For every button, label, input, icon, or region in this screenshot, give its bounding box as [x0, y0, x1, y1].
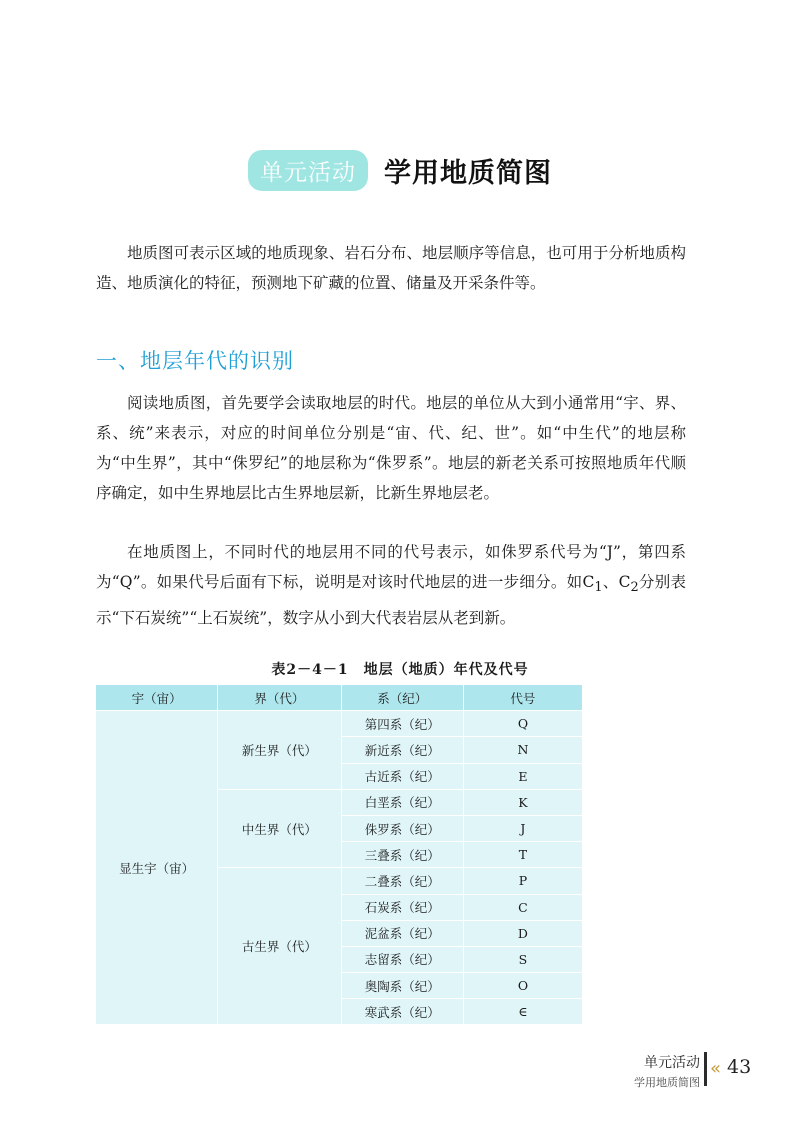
header-code: 代号 [463, 685, 582, 711]
code-cell: P [463, 868, 582, 894]
paragraph-text: 分别表示“下石炭统”“上石炭统”，数字从小到大代表岩层从老到新。 [96, 573, 686, 628]
section-heading: 一、地层年代的识别 [96, 349, 294, 373]
era-cell-mesozoic: 中生界（代） [218, 789, 341, 868]
code-cell: Q [463, 711, 582, 737]
chevron-left-icon: « [710, 1058, 722, 1079]
code-cell: ∈ [463, 999, 582, 1025]
paragraph-text: 、C [602, 573, 631, 591]
system-cell: 泥盆系（纪） [341, 920, 463, 946]
system-cell: 古近系（纪） [341, 763, 463, 789]
code-cell: E [463, 763, 582, 789]
system-cell: 石炭系（纪） [341, 894, 463, 920]
system-cell: 志留系（纪） [341, 946, 463, 972]
system-cell: 寒武系（纪） [341, 999, 463, 1025]
footer-activity-label: 学用地质简图 [634, 1076, 700, 1089]
paragraph-strata-codes [96, 537, 686, 633]
page-title-row [0, 150, 800, 191]
code-cell: O [463, 973, 582, 999]
paragraph-strata-units: 阅读地质图，首先要学会读取地层的时代。地层的单位从大到小通常用“宇、界、系、统”来表示，对应的时间单位分别是“宙、代、纪、世”。如“中生代”的地层称为“中生界”，其中“侏罗纪”的地层称为“侏罗系”。地层的新老关系可按照地质年代顺序确定，如中生界地层比古生界地层新，比新生界地层老。 [96, 394, 686, 502]
intro-paragraph: 地质图可表示区域的地质现象、岩石分布、地层顺序等信息，也可用于分析地质构造、地质演化的特征，预测地下矿藏的位置、储量及开采条件等。 [96, 244, 686, 292]
page-number: 43 [727, 1056, 752, 1078]
code-cell: N [463, 737, 582, 763]
system-cell: 侏罗系（纪） [341, 815, 463, 841]
header-era: 界（代） [218, 685, 341, 711]
table-row [96, 711, 582, 737]
code-cell: D [463, 920, 582, 946]
header-eon: 宇（宙） [96, 685, 218, 711]
unit-activity-badge: 单元活动 [248, 150, 368, 191]
paragraph-text: 在地质图上，不同时代的地层用不同的代号表示，如侏罗系代号为“J”，第四系为“Q”。如果代号后面有下标，说明是对该时代地层的进一步细分。如C [96, 543, 686, 591]
system-cell: 三叠系（纪） [341, 842, 463, 868]
code-cell: K [463, 789, 582, 815]
system-cell: 奥陶系（纪） [341, 973, 463, 999]
geologic-time-table [96, 685, 582, 1025]
system-cell: 二叠系（纪） [341, 868, 463, 894]
footer-unit-label: 单元活动 [644, 1055, 700, 1071]
code-cell: S [463, 946, 582, 972]
table-header-row [96, 685, 582, 711]
footer-divider [704, 1052, 707, 1086]
system-cell: 新近系（纪） [341, 737, 463, 763]
era-cell-paleozoic: 古生界（代） [218, 868, 341, 1025]
table-caption: 表2－4－1 地层（地质）年代及代号 [271, 662, 529, 678]
era-cell-cenozoic: 新生界（代） [218, 711, 341, 790]
eon-cell: 显生宇（宙） [96, 711, 218, 1025]
footer-running-title [634, 1052, 700, 1090]
page-title: 学用地质简图 [384, 158, 552, 189]
header-system: 系（纪） [341, 685, 463, 711]
system-cell: 白垩系（纪） [341, 789, 463, 815]
subscript-2: 2 [630, 580, 639, 596]
code-cell: C [463, 894, 582, 920]
code-cell: J [463, 815, 582, 841]
code-cell: T [463, 842, 582, 868]
system-cell: 第四系（纪） [341, 711, 463, 737]
subscript-1: 1 [594, 580, 603, 596]
